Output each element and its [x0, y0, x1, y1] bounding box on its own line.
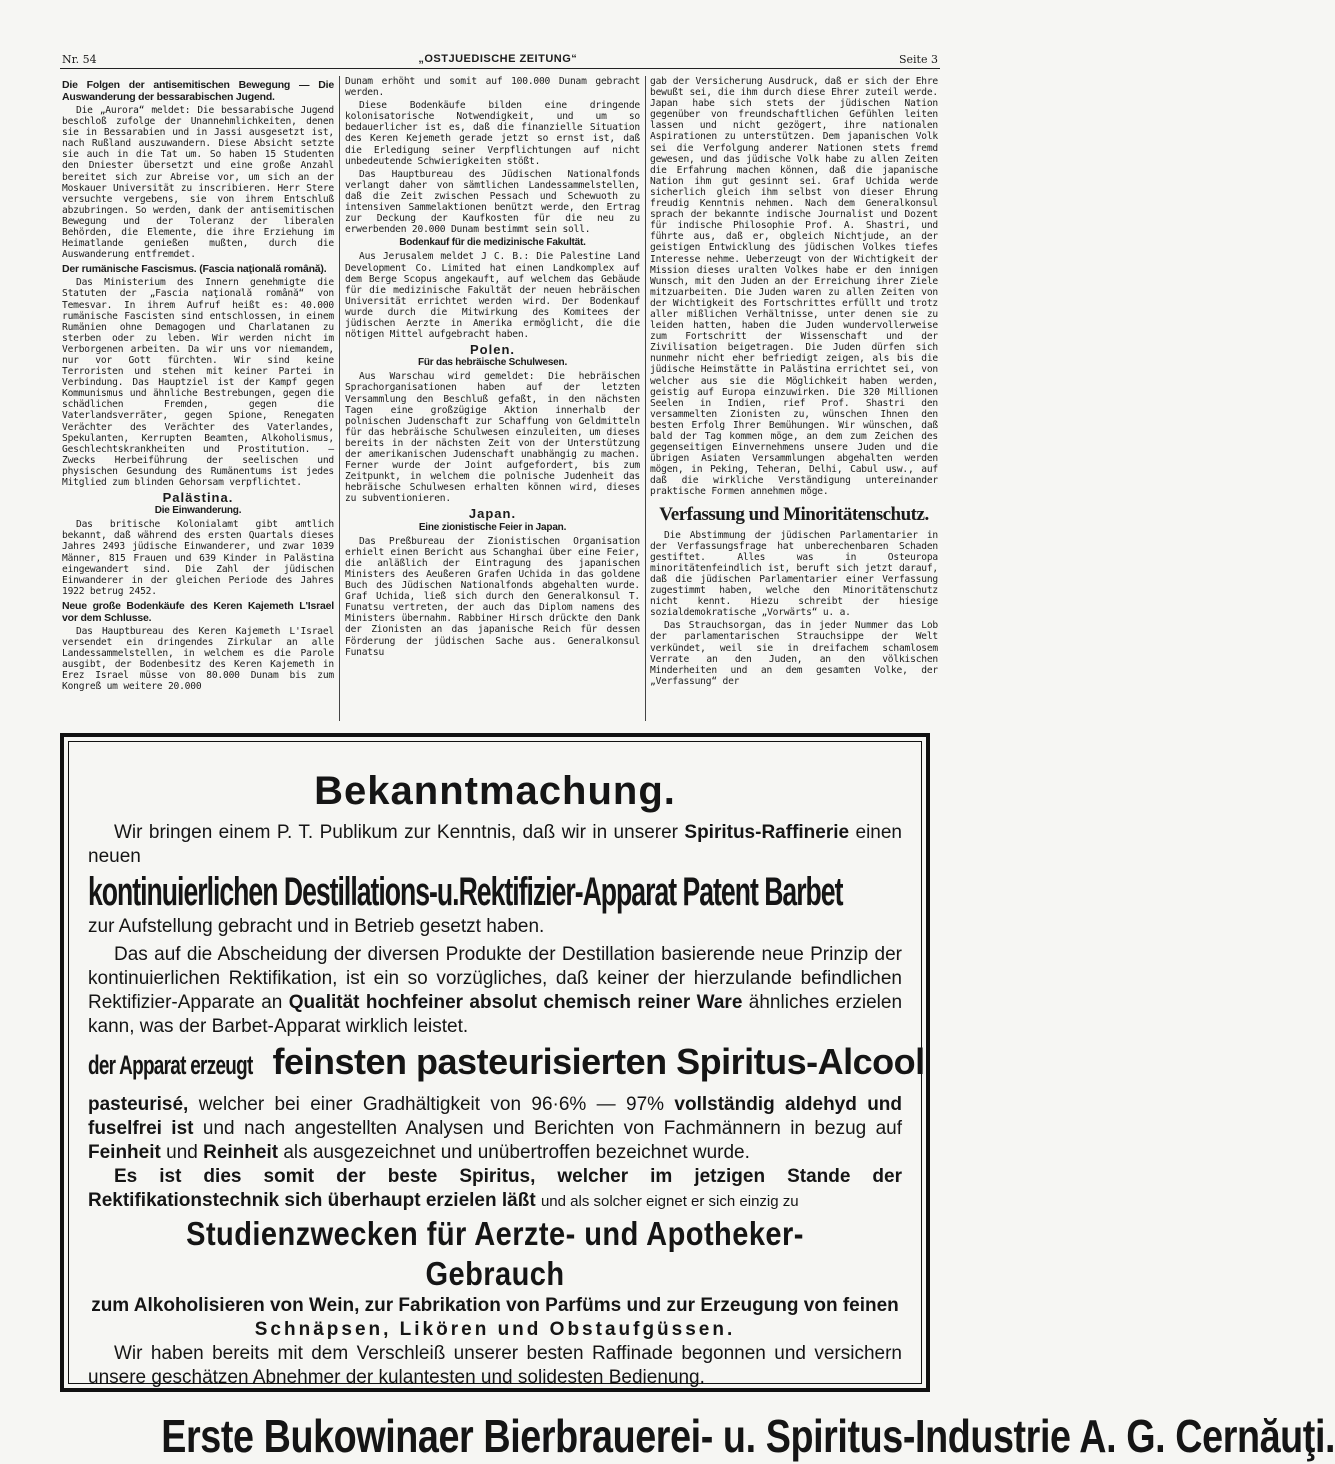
headline-zionist-celebration: Eine zionistische Feier in Japan. — [418, 521, 567, 533]
section-japan: Japan. — [468, 506, 517, 522]
article-medical-faculty: Aus Jerusalem meldet J C. B.: Die Palestine Land Development Co. Limited hat einen Landkomplex auf dem Berge Scopus angekauft, auf welchem das Gebäude für die medizinische Fakultät der neuen hebräischen Universität errichtet werden wird. Der Bodenkauf wurde durch die Mitwirkung des Komitees der jüdischen Aerzte in Amerika ermöglicht, die die nötigen Mittel aufgebracht haben. — [345, 251, 640, 341]
ad-installed: zur Aufstellung gebracht und in Betrieb gesetzt haben. — [88, 916, 545, 937]
ad-principle: Das auf die Abscheidung der diversen Produkte der Destillation basierende neue Prinzip der kontinuierlichen Rektifikation, ist ein so vorzügliches, daß keiner der hierzulande befindlichen Rektifizier-Apparate an Qualität hochfeiner absolut chemisch reiner Ware ähnliches erzielen kann, was der Barbet-Apparat wirklich leistet. — [88, 944, 903, 1037]
headline-land-purchases: Neue große Bodenkäufe des Keren Kajemeth L'Israel vor dem Schlusse. — [62, 599, 334, 624]
article-immigration: Das britische Kolonialamt gibt amtlich bekannt, daß während des ersten Quartals dieses Jahres 2493 jüdische Einwanderer, und zwar 1039 Männer, 815 Frauen und 639 Kinder in Palästina eingewandert sind. Die Zahl der jüdischen Einwanderer in der gleichen Periode des Jahres 1922 betrug 2452. — [62, 519, 334, 597]
column-divider — [339, 76, 340, 721]
headline-emigration: Die Folgen der antisemitischen Bewegung — Die Auswanderung der bessarabischen Jugend. — [62, 79, 334, 103]
headline-constitution: Verfassung und Minoritätenschutz. — [659, 503, 929, 525]
ad-product-line: der Apparat erzeugt feinsten pasteurisierten Spiritus-Alcool — [88, 1041, 925, 1082]
column-3 — [650, 76, 938, 721]
headline-fascism: Der rumänische Fascismus. (Fascia naţională română). — [62, 263, 327, 276]
article-continued: gab der Versicherung Ausdruck, daß er sich der Ehre bewußt sei, die ihm durch diese Ehrer zuteil werde. Japan habe sich stets der jüdischen Nation gegenüber von freundschaftlichen Gefühlen leiten lassen und nicht gezögert, ihre nationalen Aspirationen zu unterstützen. Dem japanischen Volk sei die Verfolgung anderer Nationen stets fremd gewesen, und das jüdische Volk habe zu allen Zeiten die Erfahrung machen können, daß die japanische Nation ihm gut gesinnt sei. Graf Uchida werde sicherlich gleich ihm selbst von dieser Ehrung freudig Kenntnis nehmen. Nach dem Generalkonsul sprach der bekannte indische Journalist und Dozent für indische Philosophie Prof. A. Shastri, und führte aus, daß er, obgleich Nichtjude, an der geistigen Entwicklung des jüdischen Volkes tiefes Interesse nehme. Ueberzeugt von der Wichtigkeit der Mission dieses uralten Volkes habe er den innigen Wunsch, mit den Juden an der Erreichung ihrer Ziele mitzuarbeiten. Die Juden waren zu allen Zeiten von der Wichtigkeit des Fortschrittes erfüllt und trotz aller mißlichen Verhältnisse, unter denen sie zu leiden hatten, haben die Juden wundervollerweise zum Fortschritt der Wissenschaft und der Zivilisation beigetragen. Die Juden dürfen sich nunmehr nicht eher befriedigt zeigen, als bis die jüdische Heimstätte in Palästina errichtet sei, von welcher aus sie die Möglichkeit haben werden, geistig auf Europa einzuwirken. Die 320 Millionen Seelen in Indien, rief Prof. Shastri den versammelten Zionisten zu, wünschen Ihnen den besten Erfolg Ihrer Bemühungen. Wir wünschen, daß bald der Tag kommen möge, an dem zum Zeichen des gegenseitigen Einvernehmens unsere Juden und die übrigen Asiaten Versammlungen abgehalten werden mögen, in Peking, Teheran, Delhi, Cabul usw., auf daß die wirkliche Verständigung untereinander praktische Formen annehmen möge. — [650, 76, 938, 498]
ad-apparatus-name: kontinuierlichen Destillations-u.Rektifizier-Apparat Patent Barbet — [88, 870, 843, 914]
section-poland: Polen. — [469, 342, 515, 358]
header-rule — [60, 68, 940, 69]
headline-medical-faculty: Bodenkauf für die medizinische Fakultät. — [399, 237, 586, 249]
article-zionist-celebration: Das Preßbureau der Zionistischen Organisation erhielt einen Bericht aus Schanghai über eine Feier, die anläßlich der Eintragung des japanischen Ministers des Aeußeren Grafen Uchida in das goldene Buch des Jüdischen Nationalfonds abgehalten wurde. Graf Uchida, ließ sich durch den Generalkonsul T. Funatsu vertreten, der auch das Diplom namens des Ministers übernahm. Rabbiner Hirsch drückte den Dank der Zionisten an das japanische Reich für dessen Förderung der jüdischen Sache aus. Generalkonsul Funatsu — [345, 535, 640, 658]
column-1 — [62, 76, 334, 721]
article-land-purchases: Das Hauptbureau des Keren Kajemeth L'Israel versendet ein dringendes Zirkular an alle Landessammelstellen, in welchem es die Parole ausgibt, der Bodenbesitz des Keren Kajemeth in Erez Israel müsse von 80.000 Dunam bis zum Kongreß um weitere 20.000 — [62, 625, 334, 693]
ad-quality: pasteurisé, welcher bei einer Gradhältigkeit von 96·6% — 97% vollständig aldehyd und fuselfrei ist und nach angestellten Analysen und Berichten von Fachmännern in bezug auf Feinheit und Reinheit als ausgezeichnet und unübertroffen bezeichnet wurde. — [88, 1094, 903, 1163]
article-constitution-2: Das Strauchsorgan, das in jeder Nummer das Lob der parlamentarischen Strauchsippe der Welt verkündet, weil sie in dreifachem schamlosem Verrate an den Juden, an den völkischen Minderheiten und an dem gesamten Volke, der „Verfassung“ der — [650, 620, 938, 687]
headline-hebrew-schools: Für das hebräische Schulwesen. — [417, 357, 568, 369]
issue-number: Nr. 54 — [62, 52, 97, 66]
article-paragraph: Diese Bodenkäufe bilden eine dringende kolonisatorische Notwendigkeit, und um so bedauerlicher ist es, daß die finanzielle Situation des Keren Kejemeth gerade jetzt so ernst ist, daß die Erledigung seiner Verpflichtungen auf nicht unbedeutende Schwierigkeiten stößt. — [345, 100, 640, 167]
column-divider — [645, 76, 646, 721]
newspaper-title: „OSTJUEDISCHE ZEITUNG“ — [418, 53, 578, 65]
ad-sales: Wir haben bereits mit dem Verschleiß unserer besten Raffinade begonnen und versichern unsere geschätzen Abnehmer der kulantesten und solidesten Bedienung. — [88, 1343, 902, 1388]
article-emigration: Die „Aurora“ meldet: Die bessarabische Jugend beschloß zufolge der Unannehmlichkeiten, denen sie in Bessarabien und in Jassi ausgesetzt ist, nach Rußland auszuwandern. Diese Absicht setzte sie auch in die Tat um. So haben 15 Studenten den Dniester übersetzt und eine große Anzahl bereitet sich zur Abreise vor, um sich an der Moskauer Universität zu inscribieren. Herr Stere versuchte vergebens, sie von ihrem Entschluß abzubringen. So werden, dank der antisemitischen Bewegung und der Toleranz der liberalen Behörden, die Elemente, die ihre Erziehung im Heimatlande genießen mußten, durch die Auswanderung entfremdet. — [62, 105, 334, 261]
column-2 — [345, 76, 640, 721]
headline-immigration: Die Einwanderung. — [154, 505, 242, 517]
article-hebrew-schools: Aus Warschau wird gemeldet: Die hebräischen Sprachorganisationen haben auf der letzten Versammlung den Beschluß gefaßt, in den nächsten Tagen eine großzügige Aktion innerhalb der polnischen Judenschaft zur Schaffung von Geldmitteln für das hebräische Schulwesen einzuleiten, um dieses bereits in der nächsten Zeit von der Unterstützung der amerikanischen Judenschaft unabhängig zu machen. Ferner wurde der Joint aufgefordert, bis zum Zeitpunkt, in welchem die polnische Judenheit das hebräische Schulwesen erhalten können wird, dieses zu subventionieren. — [345, 371, 640, 505]
advertisement-box — [60, 733, 1335, 1462]
ad-uses: zum Alkoholisieren von Wein, zur Fabrikation von Parfüms und zur Erzeugung von feinen Schnäpsen, Likören und Obstaufgüssen. — [91, 1295, 899, 1340]
ad-intro: Wir bringen einem P. T. Publikum zur Kenntnis, daß wir in unserer Spiritus-Raffinerie einen neuen — [88, 822, 902, 867]
ad-title: Bekanntmachung. — [314, 769, 676, 813]
ad-best-spirit: Es ist dies somit der beste Spiritus, welcher im jetzigen Stande der Rektifikationstechnik sich überhaupt erzielen läßt und als solcher eignet er sich einzig zu — [88, 1166, 902, 1211]
article-continued: Dunam erhöht und somit auf 100.000 Dunam gebracht werden. — [345, 76, 640, 99]
article-paragraph: Das Hauptbureau des Jüdischen Nationalfonds verlangt daher von sämtlichen Landessammelstellen, daß die Zeit zwischen Pessach und Schewuoth zu intensiven Sammelaktionen benützt werde, den Ertrag zur Deckung der Kaufkosten für die neu zu erwerbenden 20.000 Dunam bestimmt sein soll. — [345, 168, 640, 236]
ad-company-name: Erste Bukowinaer Bierbrauerei- u. Spiritus-Industrie A. G. Cernăuţi. — [161, 1410, 1335, 1462]
article-fascism: Das Ministerium des Innern genehmigte die Statuten der „Fascia naţională română“ von Temesvar. In ihrem Aufruf heißt es: 40.000 rumänische Fascisten sind entschlossen, in einem Rumänien ohne Demagogen und Charlatanen zu sterben oder zu leben. Wir werden nicht im Verborgenen arbeiten. Da wir uns vor niemandem, nur vor Gott fürchten. Wir sind keine Terroristen und stehen mit keiner Partei in Verbindung. Das Hauptziel ist der Kampf gegen Kommunismus und ähnliche Bestrebungen, gegen die schädlichen Fremden, gegen die Vaterlandsverräter, gegen Spione, Renegaten Verächter des Verächter des Vaterlandes, Spekulanten, Kerrupten Beamten, Alkoholismus, Geschlechtskrankheiten und Prostitution. — Zwecks Herbeiführung der seelischen und physischen Gesundung des Rumänentums ist jedes Mitglied zum blinden Gehorsam verpflichtet. — [62, 277, 334, 488]
article-constitution: Die Abstimmung der jüdischen Parlamentarier in der Verfassungsfrage hat unberechenbaren Schaden gestiftet. Alles was in Osteuropa minoritätenfeindlich ist, beruft sich jetzt darauf, daß die jüdischen Parlamentarier einer Verfassung zugestimmt haben, welche den Minoritätenschutz nicht kennt. Hiezu schreibt der hiesige sozialdemokratische „Vorwärts“ u. a. — [650, 529, 938, 619]
section-palestine: Palästina. — [162, 490, 234, 506]
ad-medical-use: Studienzwecken für Aerzte- und Apotheker-Gebrauch — [186, 1215, 804, 1292]
page-header — [62, 50, 938, 68]
page-number: Seite 3 — [898, 52, 938, 66]
